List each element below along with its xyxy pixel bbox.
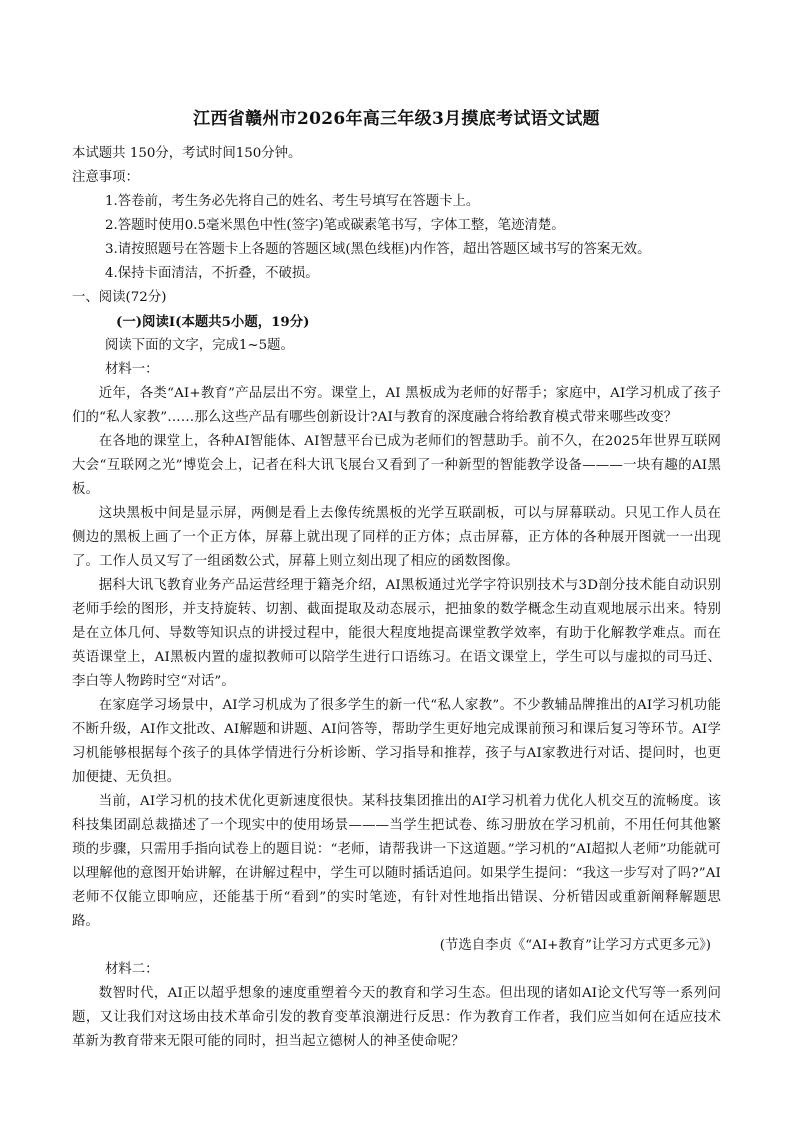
notice-item: 3.请按照题号在答题卡上各题的答题区域(黑色线框)内作答，超出答题区域书写的答案无效。 bbox=[105, 242, 651, 257]
material-one-paragraph: 在各地的课堂上，各种AI智能体、AI智慧平台已成为老师们的智慧助手。前不久，在2025年世界互联网大会“互联网之光”博览会上，记者在科大讯飞展台又看到了一种新型的智能教学设备———一块有趣的AI黑板。 bbox=[72, 434, 721, 497]
material-one-label: 材料一： bbox=[105, 362, 159, 377]
material-two-label: 材料二： bbox=[105, 962, 159, 977]
material-one-paragraph: 近年，各类“AI+教育”产品层出不穷。课堂上，AI 黑板成为老师的好帮手；家庭中，AI学习机成了孩子们的“私人家教”……那么这些产品有哪些创新设计?AI与教育的深度融合将给教育模式带来哪些改变？ bbox=[72, 386, 721, 425]
page-title: 江西省赣州市2026年高三年级3月摸底考试语文试题 bbox=[193, 109, 600, 129]
notice-item: 2.答题时使用0.5毫米黑色中性(签字)笔或碳素笔书写，字体工整，笔迹清楚。 bbox=[105, 218, 565, 233]
section-heading: 一、阅读(72分) bbox=[72, 290, 167, 305]
material-one-paragraph: 在家庭学习场景中，AI学习机成为了很多学生的新一代“私人家教”。不少教辅品牌推出的AI学习机功能不断升级，AI作文批改、AI解题和讲题、AI问答等，帮助学生更好地完成课前预习和课后复习等环节。AI学习机能够根据每个孩子的具体学情进行分析诊断、学习指导和推荐，孩子与AI家教进行对话、提问时，也更加便捷、无负担。 bbox=[72, 698, 721, 785]
reading-instruction: 阅读下面的文字，完成1~5题。 bbox=[105, 338, 294, 353]
material-two-paragraph: 数智时代，AI正以超乎想象的速度重塑着今天的教育和学习生态。但出现的诸如AI论文代写等一系列问题，又让我们对这场由技术革命引发的教育变革浪潮进行反思：作为教育工作者，我们应当如何在适应技术革新为教育带来无限可能的同时，担当起立德树人的神圣使命呢？ bbox=[72, 986, 721, 1049]
material-one-source: (节选自李贞《“AI+教育”让学习方式更多元》) bbox=[439, 938, 711, 953]
subsection-heading: (一)阅读Ⅰ(本题共5小题，19分) bbox=[116, 314, 310, 330]
notice-item: 4.保持卡面清洁，不折叠，不破损。 bbox=[105, 266, 319, 281]
material-one-paragraph: 这块黑板中间是显示屏，两侧是看上去像传统黑板的光学互联副板，可以与屏幕联动。只见工作人员在侧边的黑板上画了一个正方体，屏幕上就出现了同样的正方体；点击屏幕，正方体的各种展开图就一一出现了。工作人员又写了一组函数公式，屏幕上则立刻出现了相应的函数图像。 bbox=[72, 506, 721, 569]
exam-intro: 本试题共 150分，考试时间150分钟。 bbox=[72, 146, 302, 161]
material-one-paragraph: 据科大讯飞教育业务产品运营经理于籍尧介绍，AI黑板通过光学字符识别技术与3D剖分技术能自动识别老师手绘的图形，并支持旋转、切割、截面提取及动态展示，把抽象的数学概念生动直观地展示出来。特别是在立体几何、导数等知识点的讲授过程中，能很大程度地提高课堂教学效率，有助于化解教学难点。而在英语课堂上，AI黑板内置的虚拟教师可以陪学生进行口语练习。在语文课堂上，学生可以与虚拟的司马迁、李白等人物跨时空“对话”。 bbox=[72, 578, 721, 689]
notice-heading: 注意事项： bbox=[72, 170, 139, 185]
notice-item: 1.答卷前，考生务必先将自己的姓名、考生号填写在答题卡上。 bbox=[105, 194, 480, 209]
material-one-paragraph: 当前，AI学习机的技术优化更新速度很快。某科技集团推出的AI学习机着力优化人机交互的流畅度。该科技集团副总裁描述了一个现实中的使用场景———当学生把试卷、练习册放在学习机前，不用任何其他繁琐的步骤，只需用手指向试卷上的题目说：“老师，请帮我讲一下这道题。”学习机的“AI超拟人老师”功能就可以理解他的意图开始讲解，在讲解过程中，学生可以随时插话追问。如果学生提问：“我这一步写对了吗?”AI老师不仅能立即响应，还能基于所“看到”的实时笔迹，有针对性地指出错误、分析错因或重新阐释解题思路。 bbox=[72, 794, 721, 929]
